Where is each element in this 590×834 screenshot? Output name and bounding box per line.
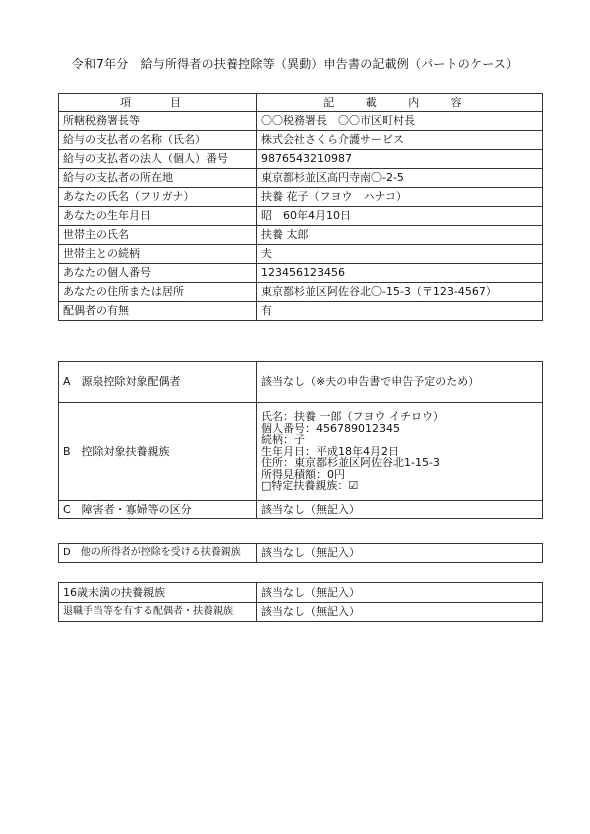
section-d-row xyxy=(59,544,543,563)
row-value: 〇〇税務署長 〇〇市区町村長 xyxy=(257,112,543,131)
row-label: 配偶者の有無 xyxy=(59,302,257,321)
row-label: 給与の支払者の所在地 xyxy=(59,169,257,188)
table-row xyxy=(59,583,543,603)
section-a-label: A 源泉控除対象配偶者 xyxy=(59,362,257,403)
row-value: 夫 xyxy=(257,245,543,264)
section-b-detail xyxy=(257,403,543,501)
row-label: 所轄税務署長等 xyxy=(59,112,257,131)
dependent-income: 所得見積額：0円 xyxy=(261,467,345,481)
table-row xyxy=(59,226,543,245)
main-table xyxy=(58,93,543,321)
section-c-row xyxy=(59,501,543,519)
dependent-relation: 続柄：子 xyxy=(261,433,305,447)
row-value: 123456123456 xyxy=(257,264,543,283)
row-label: 世帯主との続柄 xyxy=(59,245,257,264)
section-c-value: 該当なし（無記入） xyxy=(257,501,543,519)
section-a-value: 該当なし（※夫の申告書で申告予定のため） xyxy=(257,362,543,403)
page-title: 令和7年分 給与所得者の扶養控除等（異動）申告書の記載例（パートのケース） xyxy=(71,57,519,71)
row-label: あなたの生年月日 xyxy=(59,207,257,226)
section-d-label: D 他の所得者が控除を受ける扶養親族 xyxy=(59,544,257,563)
table-row xyxy=(59,188,543,207)
extra-table xyxy=(58,582,543,622)
table-row xyxy=(59,603,543,622)
row-value: 東京都杉並区高円寺南〇-2-5 xyxy=(257,169,543,188)
table-row xyxy=(59,112,543,131)
row-value: 9876543210987 xyxy=(257,150,543,169)
header-content: 記 載 内 容 xyxy=(257,94,543,112)
row-value: 有 xyxy=(257,302,543,321)
dependent-number: 個人番号：456789012345 xyxy=(261,421,400,435)
table-row xyxy=(59,207,543,226)
section-b-label: B 控除対象扶養親族 xyxy=(59,403,257,501)
dependent-address: 住所：東京都杉並区阿佐谷北1-15-3 xyxy=(261,456,440,470)
dependent-name: 氏名：扶養 一郎（フヨウ イチロウ） xyxy=(261,410,444,424)
row-value: 扶養 太郎 xyxy=(257,226,543,245)
section-d-value: 該当なし（無記入） xyxy=(257,544,543,563)
table-row xyxy=(59,169,543,188)
header-item: 項 目 xyxy=(59,94,257,112)
table-row xyxy=(59,283,543,302)
table-header-row xyxy=(59,94,543,112)
retirement-value: 該当なし（無記入） xyxy=(257,603,543,622)
deduction-table xyxy=(58,361,543,519)
row-label: 給与の支払者の名称（氏名） xyxy=(59,131,257,150)
table-row xyxy=(59,302,543,321)
retirement-label: 退職手当等を有する配偶者・扶養親族 xyxy=(59,603,257,622)
row-label: あなたの氏名（フリガナ） xyxy=(59,188,257,207)
section-a-row xyxy=(59,362,543,403)
table-row xyxy=(59,245,543,264)
table-row xyxy=(59,150,543,169)
row-value: 扶養 花子（フヨウ ハナコ） xyxy=(257,188,543,207)
section-b-row xyxy=(59,403,543,501)
under16-value: 該当なし（無記入） xyxy=(257,583,543,603)
row-label: 給与の支払者の法人（個人）番号 xyxy=(59,150,257,169)
specific-dependent-checkbox: □特定扶養親族：☑ xyxy=(261,479,359,493)
section-c-label: C 障害者・寡婦等の区分 xyxy=(59,501,257,519)
row-value: 株式会社さくら介護サービス xyxy=(257,131,543,150)
row-label: あなたの個人番号 xyxy=(59,264,257,283)
under16-label: 16歳未満の扶養親族 xyxy=(59,583,257,603)
table-row xyxy=(59,264,543,283)
row-label: あなたの住所または居所 xyxy=(59,283,257,302)
table-row xyxy=(59,131,543,150)
row-value: 昭 60年4月10日 xyxy=(257,207,543,226)
section-d-table xyxy=(58,543,543,563)
row-label: 世帯主の氏名 xyxy=(59,226,257,245)
row-value: 東京都杉並区阿佐谷北〇-15-3（〒123-4567） xyxy=(257,283,543,302)
dependent-birthdate: 生年月日：平成18年4月2日 xyxy=(261,444,399,458)
